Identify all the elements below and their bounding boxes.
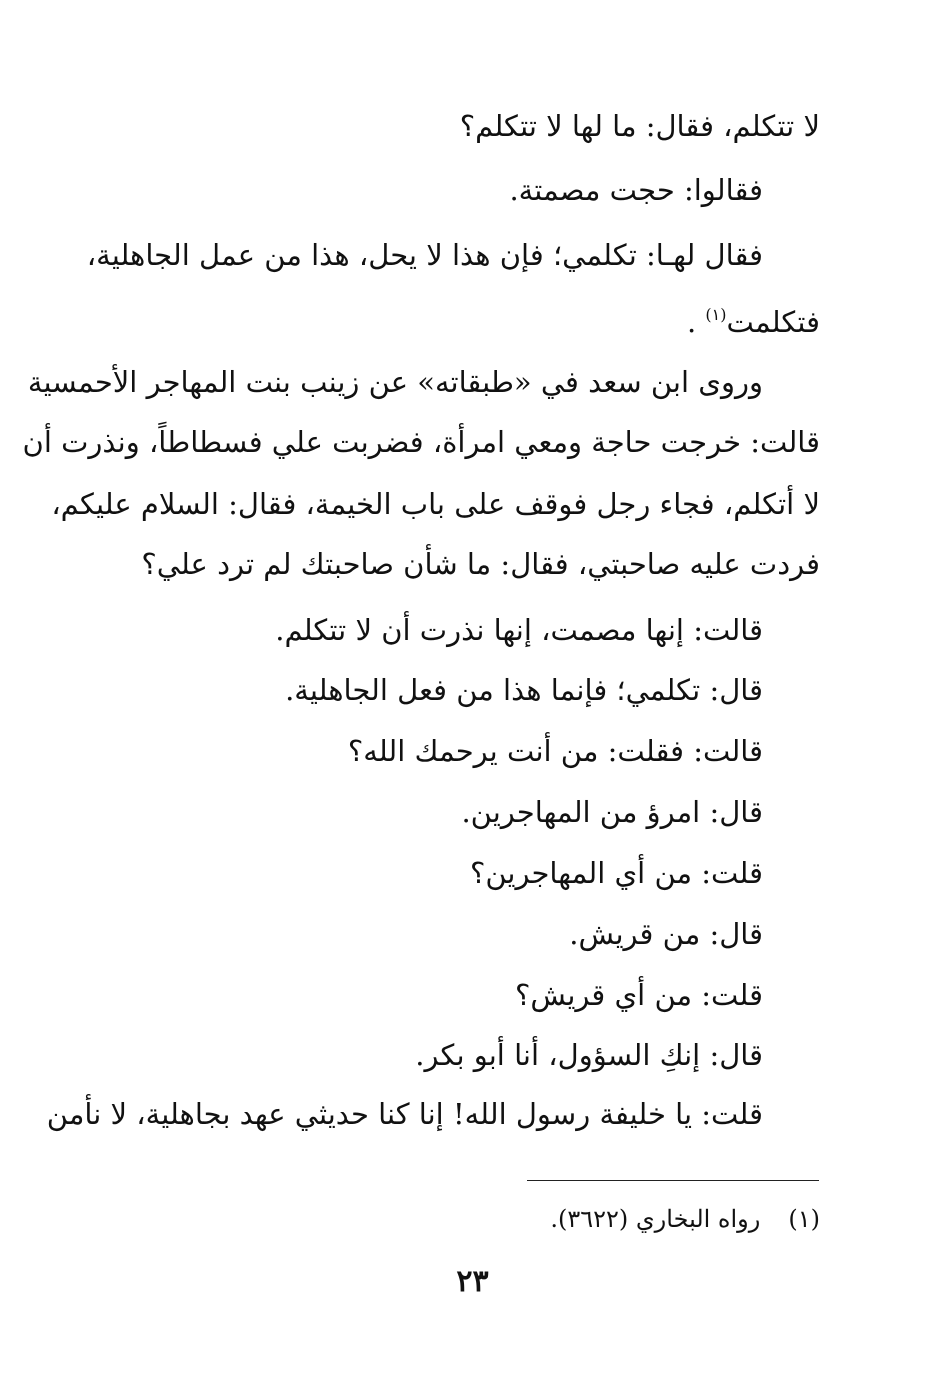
footnote-divider [527, 1180, 819, 1181]
dialogue-line-8: قال: إنكِ السؤول، أنا أبو بكر. [415, 1038, 763, 1072]
dialogue-line-7: قلت: من أي قريش؟ [514, 978, 763, 1012]
dialogue-line-5: قلت: من أي المهاجرين؟ [469, 856, 763, 890]
text-line-4 [115, 295, 820, 342]
page-number: ٢٣ [456, 1264, 489, 1299]
text-line-1: لا تتكلم، فقال: ما لها لا تتكلم؟ [459, 109, 820, 143]
footnote-text: رواه البخاري (٣٦٢٢). [550, 1205, 761, 1233]
text-line-2: فقالوا: حجت مصمتة. [509, 173, 763, 207]
dialogue-line-4: قال: امرؤ من المهاجرين. [461, 795, 763, 829]
footnote [550, 1202, 820, 1236]
dialogue-line-6: قال: من قريش. [569, 917, 763, 951]
dialogue-line-1: قالت: إنها مصمت، إنها نذرت أن لا تتكلم. [275, 613, 763, 647]
footnote-number: (١) [788, 1205, 820, 1233]
dialogue-line-2: قال: تكلمي؛ فإنما هذا من فعل الجاهلية. [285, 673, 763, 707]
text-line-3: فقال لهـا: تكلمي؛ فإن هذا لا يحل، هذا من عمل الجاهلية، [86, 238, 763, 272]
text-line-8: فردت عليه صاحبتي، فقال: ما شأن صاحبتك لم ترد علي؟ [141, 547, 820, 581]
text-line-5: وروى ابن سعد في «طبقاته» عن زينب بنت المهاجر الأحمسية [27, 365, 763, 399]
text-line-4-text: فتكلمت [726, 305, 820, 339]
text-line-4-period: . [686, 305, 697, 339]
text-line-7: لا أتكلم، فجاء رجل فوقف على باب الخيمة، فقال: السلام عليكم، [51, 487, 820, 521]
footnote-reference: (١) [705, 305, 727, 324]
dialogue-line-3: قالت: فقلت: من أنت يرحمك الله؟ [347, 734, 763, 768]
text-line-6: قالت: خرجت حاجة ومعي امرأة، فضربت علي فسطاطاً، ونذرت أن [22, 425, 820, 459]
dialogue-line-9: قلت: يا خليفة رسول الله! إنا كنا حديثي عهد بجاهلية، لا نأمن [46, 1097, 763, 1131]
